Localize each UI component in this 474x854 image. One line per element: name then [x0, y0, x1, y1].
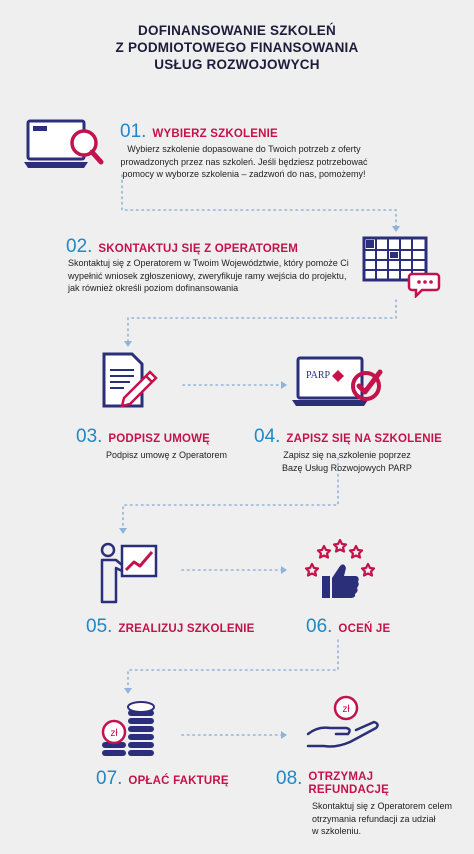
step-7-label: OPŁAĆ FAKTURĘ — [128, 775, 229, 787]
step-5-number: 05. — [86, 616, 113, 637]
hand-coin-currency-text: zł — [342, 704, 350, 715]
step-2-description — [68, 257, 368, 295]
hand-coin-icon — [306, 694, 382, 750]
step-2-label: SKONTAKTUJ SIĘ Z OPERATOREM — [98, 243, 299, 255]
step-2-heading — [66, 236, 298, 258]
step-8-desc-line: otrzymania refundacji za udział — [312, 813, 436, 824]
coin-currency-text: zł — [110, 728, 118, 739]
step-5-heading — [86, 616, 254, 638]
step-7-heading — [96, 768, 229, 790]
step-8-label-line-1: OTRZYMAJ — [308, 771, 374, 783]
step-4-label: ZAPISZ SIĘ NA SZKOLENIE — [286, 433, 443, 445]
title-line-1: DOFINANSOWANIE SZKOLEŃ — [138, 23, 336, 38]
calendar-chat-icon — [362, 236, 442, 298]
step-8-heading — [276, 768, 389, 797]
step-3-desc-line: Podpisz umowę z Operatorem — [106, 450, 228, 460]
step-8-label-line-2: REFUNDACJĘ — [308, 784, 390, 796]
step-1-desc-line: Wybierz szkolenie dopasowane do Twoich potrzeb z oferty — [127, 144, 361, 154]
step-7-number: 07. — [96, 768, 123, 789]
step-1-number: 01. — [120, 121, 147, 142]
title-line-3: USŁUG ROZWOJOWYCH — [154, 57, 320, 72]
step-6-label: OCEŃ JE — [338, 623, 391, 635]
step-1-description — [104, 143, 384, 181]
parp-screen-text: PARP — [306, 370, 331, 381]
step-8-label — [308, 771, 389, 797]
connector-6-7 — [128, 640, 338, 690]
connector-1-2 — [122, 175, 396, 228]
step-5-label: ZREALIZUJ SZKOLENIE — [118, 623, 255, 635]
step-2-desc-line: Skontaktuj się z Operatorem w Twoim Województwie, który pomoże Ci — [68, 258, 349, 268]
step-6-number: 06. — [306, 616, 333, 637]
arrowhead-7 — [281, 731, 287, 739]
step-3-number: 03. — [76, 426, 103, 447]
step-4-heading — [254, 426, 442, 448]
step-3-description — [106, 449, 266, 462]
step-6-heading — [306, 616, 390, 638]
step-2-number: 02. — [66, 236, 93, 257]
step-8-number: 08. — [276, 768, 303, 789]
arrowhead-1 — [392, 226, 400, 232]
step-1-desc-line: pomocy w wyborze szkolenia – zadzwoń do nas, pomożemy! — [122, 169, 366, 179]
presenter-chart-icon — [98, 540, 162, 604]
step-3-heading — [76, 426, 210, 448]
title-line-2: Z PODMIOTOWEGO FINANSOWANIA — [115, 40, 359, 55]
arrowhead-3 — [281, 381, 287, 389]
step-8-description — [312, 800, 462, 838]
step-4-desc-line: Zapisz się na szkolenie poprzez — [283, 450, 411, 460]
arrowhead-4 — [119, 528, 127, 534]
step-2-desc-line: jak również określi poziom dofinansowania — [68, 283, 239, 293]
step-8-desc-line: w szkoleniu. — [312, 826, 362, 836]
step-2-desc-line: wypełnić wniosek zgłoszeniowy, zweryfikuje ramy wejścia do projektu, — [68, 270, 347, 281]
parp-laptop-check-icon — [292, 356, 384, 408]
step-1-label: WYBIERZ SZKOLENIE — [152, 128, 278, 140]
step-8-desc-line: Skontaktuj się z Operatorem celem — [312, 801, 453, 811]
step-4-desc-line: Bazę Usług Rozwojowych PARP — [282, 462, 412, 473]
thumbs-up-stars-icon — [300, 538, 380, 604]
step-1-heading — [120, 121, 278, 143]
step-1-desc-line: prowadzonych przez nas szkoleń. Jeśli będziesz potrzebować — [120, 156, 368, 167]
arrowhead-2 — [124, 341, 132, 347]
step-4-number: 04. — [254, 426, 281, 447]
connector-2-3 — [128, 300, 396, 343]
laptop-search-icon — [24, 118, 104, 174]
step-3-label: PODPISZ UMOWĘ — [108, 433, 211, 445]
step-4-description — [262, 449, 432, 474]
arrowhead-5 — [281, 566, 287, 574]
arrowhead-6 — [124, 688, 132, 694]
coins-icon — [100, 700, 164, 760]
document-pen-icon — [100, 352, 160, 408]
